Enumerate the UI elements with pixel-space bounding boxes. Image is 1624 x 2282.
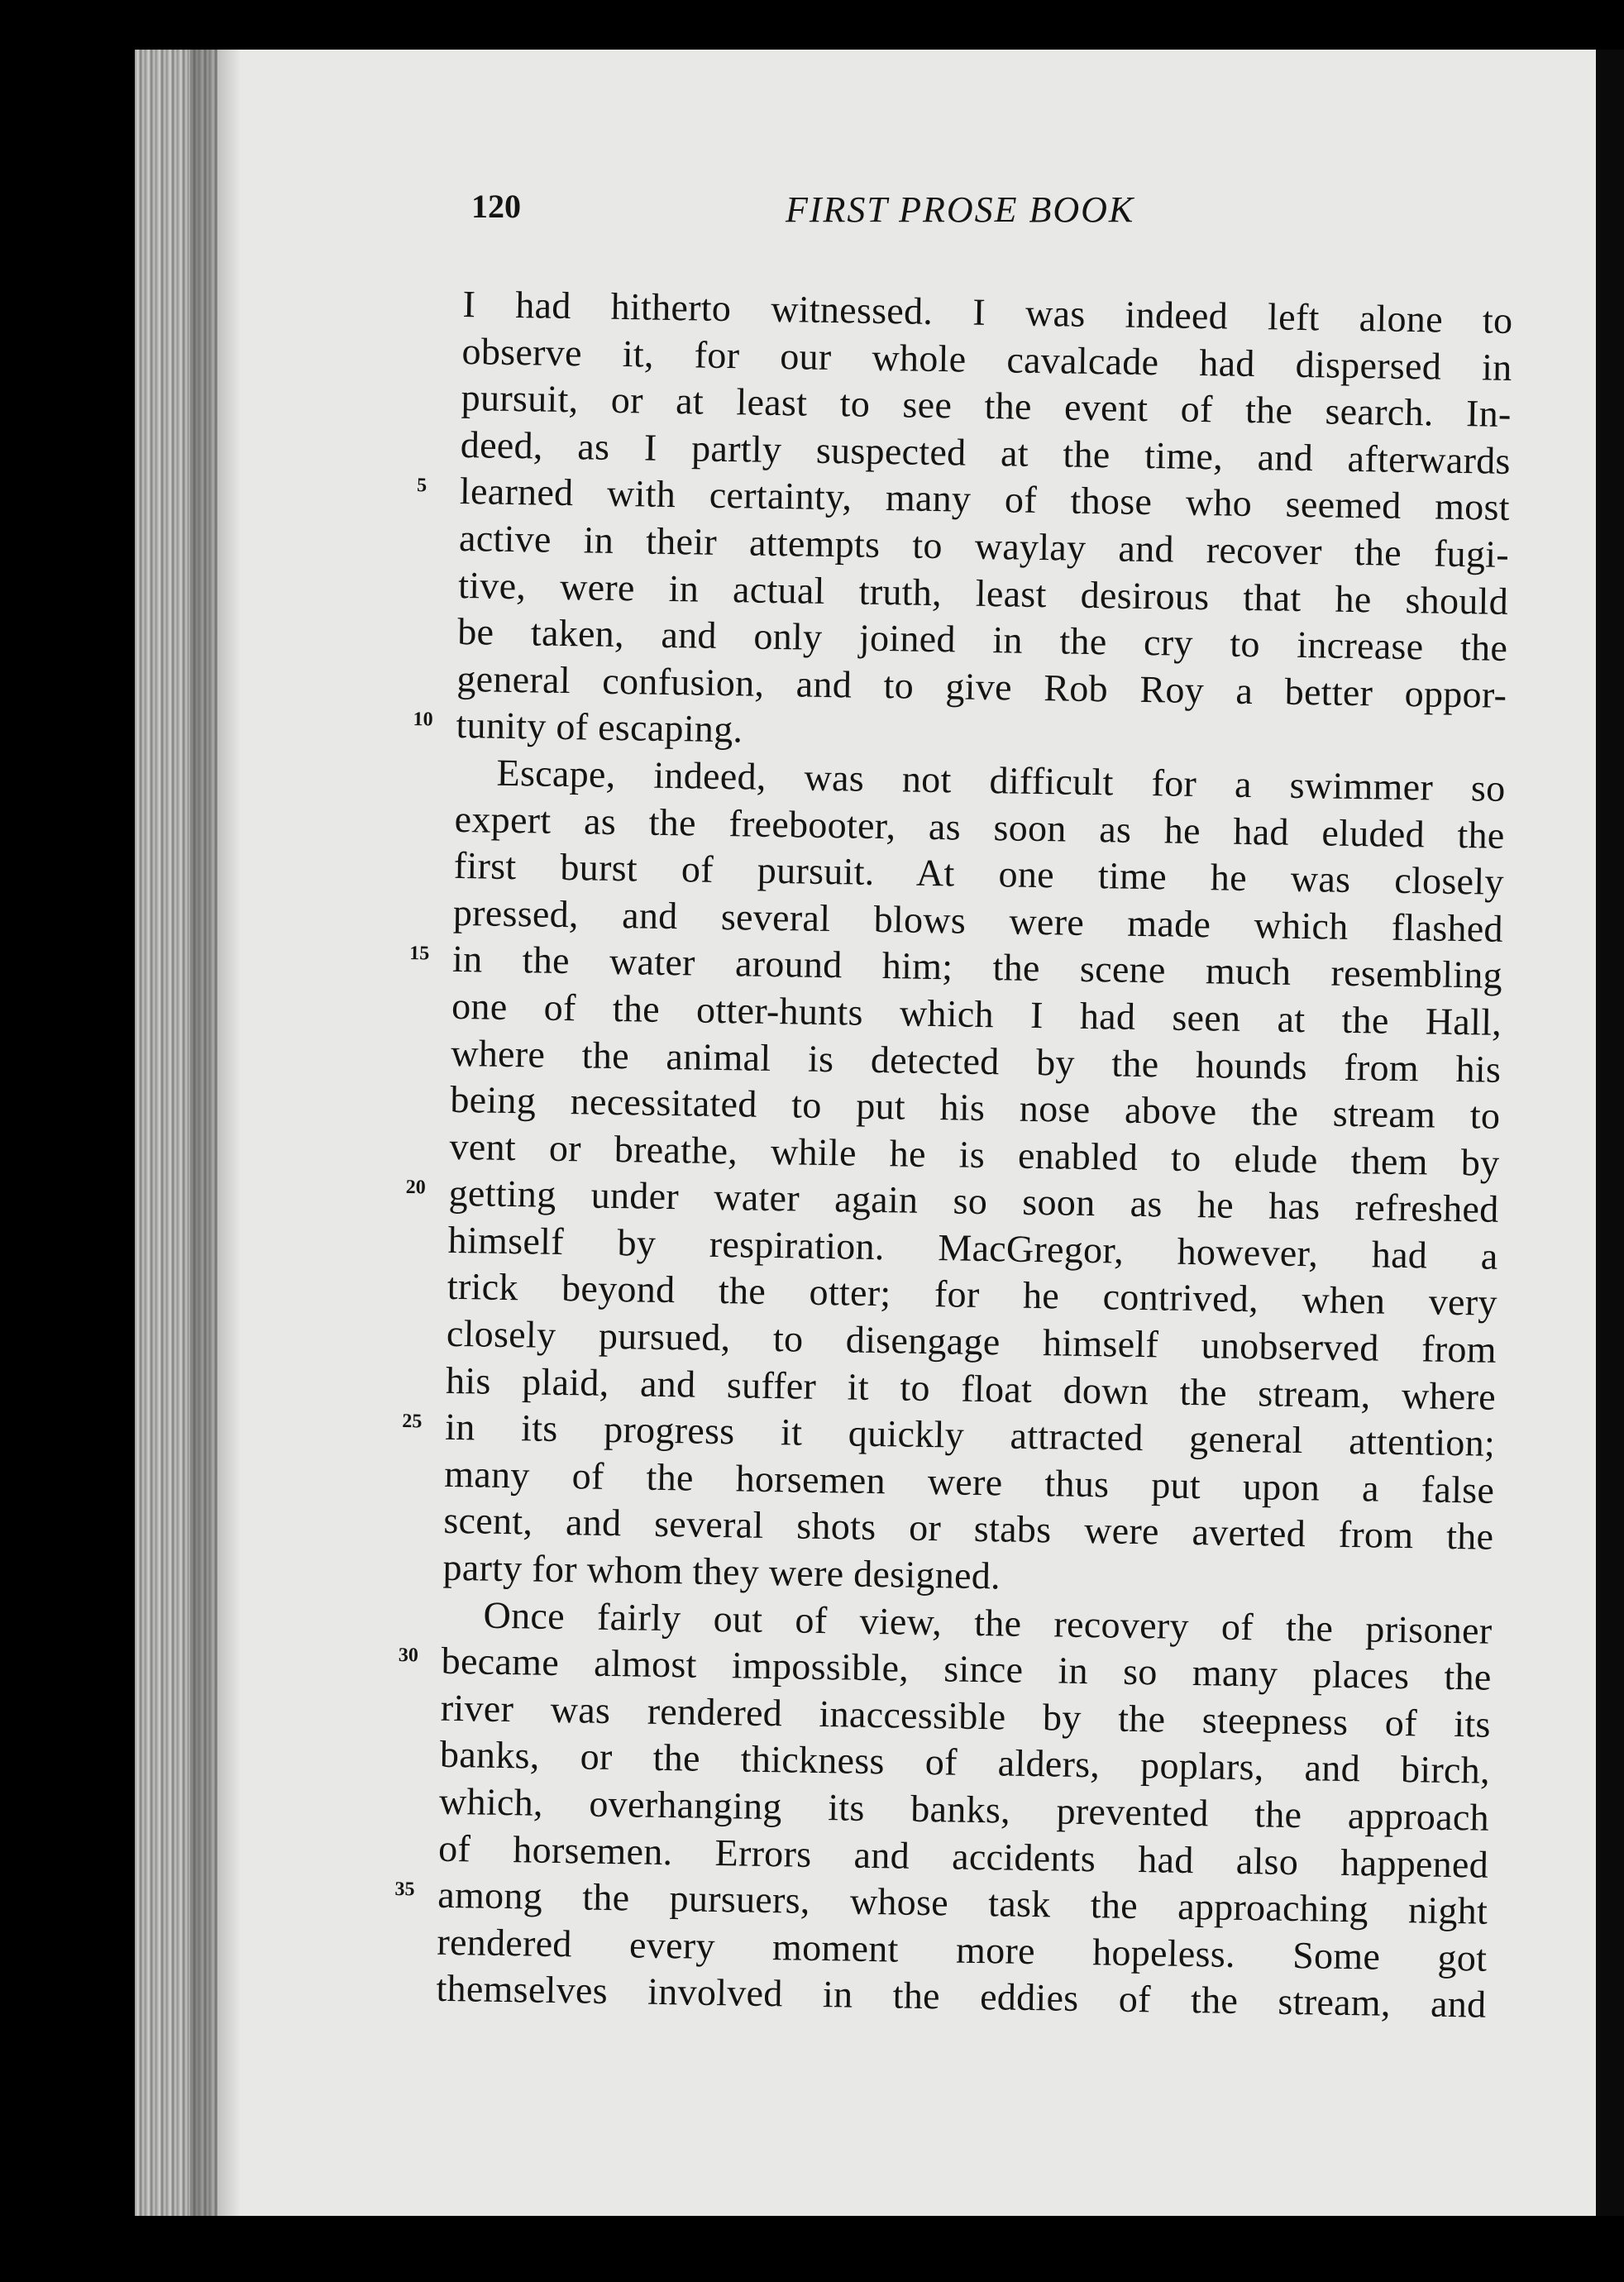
running-title: FIRST PROSE BOOK bbox=[786, 189, 1135, 230]
page-number: 120 bbox=[471, 188, 521, 225]
line-text: I had hitherto witnessed. I was indeed left alone to bbox=[462, 282, 1513, 341]
line-text: active in their attempts to waylay and recover the fugi- bbox=[458, 516, 1510, 575]
line-text: closely pursued, to disengage himself unobserved from bbox=[446, 1311, 1497, 1371]
line-text: his plaid, and suffer it to float down the stream, where bbox=[445, 1358, 1497, 1418]
line-text: Once fairly out of view, the recovery of the prisoner bbox=[483, 1593, 1493, 1652]
line-text: themselves involved in the eddies of the stream, and bbox=[436, 1967, 1487, 2027]
line-text: getting under water again so soon as he has refreshed bbox=[448, 1172, 1499, 1231]
line-text: rendered every moment more hopeless. Some got bbox=[437, 1920, 1488, 1979]
running-head bbox=[471, 187, 1216, 236]
line-text: trick beyond the otter; for he contrived, when very bbox=[447, 1265, 1498, 1325]
line-number: 30 bbox=[398, 1645, 419, 1667]
line-text: pressed, and several blows were made which flashed bbox=[452, 890, 1504, 950]
line-text: observe it, for our whole cavalcade had dispersed in bbox=[461, 329, 1512, 389]
line-text: in the water around him; the scene much resembling bbox=[451, 938, 1503, 997]
line-text: Escape, indeed, was not difficult for a swimmer so bbox=[496, 751, 1506, 809]
line-text: be taken, and only joined in the cry to increase the bbox=[456, 610, 1508, 670]
line-text: first burst of pursuit. At one time he was closely bbox=[453, 844, 1505, 903]
line-text: river was rendered inaccessible by the steepness of its bbox=[440, 1686, 1492, 1745]
line-number: 5 bbox=[416, 475, 427, 497]
line-text: party for whom they were designed. bbox=[442, 1545, 1001, 1597]
line-text: general confusion, and to give Rob Roy a better oppor- bbox=[456, 656, 1507, 716]
line-text: many of the horsemen were thus put upon a false bbox=[443, 1452, 1495, 1511]
line-text: among the pursuers, whose task the approaching night bbox=[437, 1873, 1488, 1932]
line-text: where the animal is detected by the hounds from his bbox=[450, 1031, 1502, 1091]
body-text bbox=[394, 281, 1513, 2029]
right-edge-shadow bbox=[1596, 50, 1624, 2216]
line-number: 15 bbox=[409, 943, 430, 965]
line-text: himself by respiration. MacGregor, however, had a bbox=[447, 1218, 1499, 1277]
line-text: tunity of escaping. bbox=[456, 704, 743, 751]
line-number: 35 bbox=[394, 1879, 415, 1901]
line-text: being necessitated to put his nose above the stream to bbox=[450, 1077, 1501, 1137]
line-text: banks, or the thickness of alders, poplars, and birch, bbox=[439, 1733, 1491, 1793]
line-number: 25 bbox=[402, 1411, 423, 1433]
line-text: one of the otter-hunts which I had seen at the Hall, bbox=[451, 984, 1502, 1043]
line-text: learned with certainty, many of those who seemed most bbox=[459, 470, 1511, 529]
line-text: vent or breathe, while he is enabled to elude them by bbox=[449, 1124, 1500, 1184]
line-text: of horsemen. Errors and accidents had also happened bbox=[437, 1826, 1489, 1886]
line-text: in its progress it quickly attracted general attention; bbox=[444, 1406, 1496, 1465]
binding-shadow bbox=[190, 50, 240, 2216]
line-text: pursuit, or at least to see the event of the search. In- bbox=[461, 376, 1512, 436]
line-text: expert as the freebooter, as soon as he had eluded the bbox=[454, 797, 1506, 857]
line-number: 10 bbox=[413, 709, 433, 731]
line-text: became almost impossible, since in so many places the bbox=[441, 1640, 1493, 1698]
line-text: which, overhanging its banks, prevented the approach bbox=[438, 1779, 1490, 1839]
line-text: scent, and several shots or stabs were averted from the bbox=[443, 1499, 1494, 1559]
line-text: tive, were in actual truth, least desirous that he should bbox=[457, 563, 1509, 623]
line-text: deed, as I partly suspected at the time, and afterwards bbox=[460, 423, 1512, 482]
line-number: 20 bbox=[405, 1177, 426, 1199]
